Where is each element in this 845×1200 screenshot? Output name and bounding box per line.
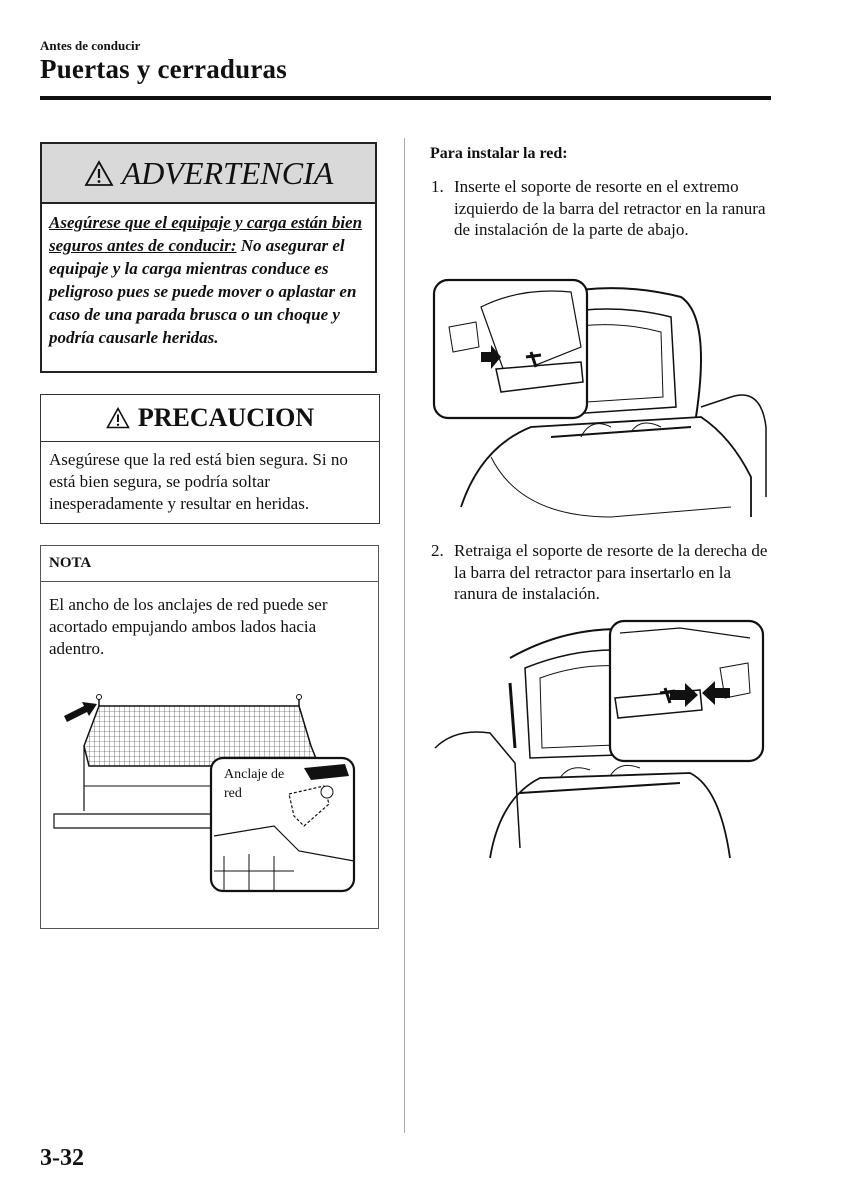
note-body: El ancho de los anclajes de red puede ser acortado empujando ambos lados hacia adentro. — [49, 595, 328, 658]
net-anchor-illustration — [49, 686, 369, 901]
push-arrow-left-icon — [64, 702, 97, 722]
install-heading: Para instalar la red: — [430, 145, 568, 162]
warning-triangle-icon — [106, 407, 130, 429]
warning-text: No asegurar el equipaje y la carga mientras conduce es peligroso pues se puede mover o aplastar en caso de una parada brusca o un choque y podría causarle heridas. — [49, 236, 357, 347]
step-text: Inserte el soporte de resorte en el extremo izquierdo de la barra del retractor en la ranura de instalación de la parte de abajo. — [454, 177, 766, 239]
note-box — [40, 545, 379, 929]
section-label: Antes de conducir — [40, 38, 141, 53]
warning-body — [42, 204, 375, 349]
car-trunk-illustration-left-slot — [431, 277, 771, 527]
car-trunk-illustration-right-slot — [430, 618, 770, 868]
note-title: NOTA — [49, 555, 92, 571]
anchor-label-line1: Anclaje de — [224, 767, 285, 782]
warning-box — [40, 142, 377, 373]
note-header — [41, 546, 378, 582]
column-divider — [404, 138, 405, 1133]
page-title: Puertas y cerraduras — [40, 54, 287, 84]
warning-title: ADVERTENCIA — [121, 154, 334, 191]
warning-lead: Asegúrese que el equipaje y carga están bien seguros antes de conducir: — [49, 213, 363, 255]
install-step — [431, 540, 776, 610]
step-number: 1. — [431, 177, 444, 196]
warning-triangle-icon — [84, 160, 114, 187]
caution-box — [40, 394, 380, 524]
caution-title: PRECAUCION — [137, 403, 315, 432]
install-step — [431, 176, 776, 266]
step-text: Retraiga el soporte de resorte de la derecha de la barra del retractor para insertarlo en la ranura de instalación. — [454, 541, 768, 603]
caution-body: Asegúrese que la red está bien segura. Si no está bien segura, se podría soltar inesperadamente y resultar en heridas. — [49, 450, 348, 513]
page-number: 3-32 — [40, 1145, 84, 1171]
title-rule — [40, 96, 771, 100]
anchor-label-line2: red — [224, 786, 242, 801]
step-number: 2. — [431, 541, 444, 560]
caution-header — [41, 395, 379, 442]
warning-header — [42, 144, 375, 204]
